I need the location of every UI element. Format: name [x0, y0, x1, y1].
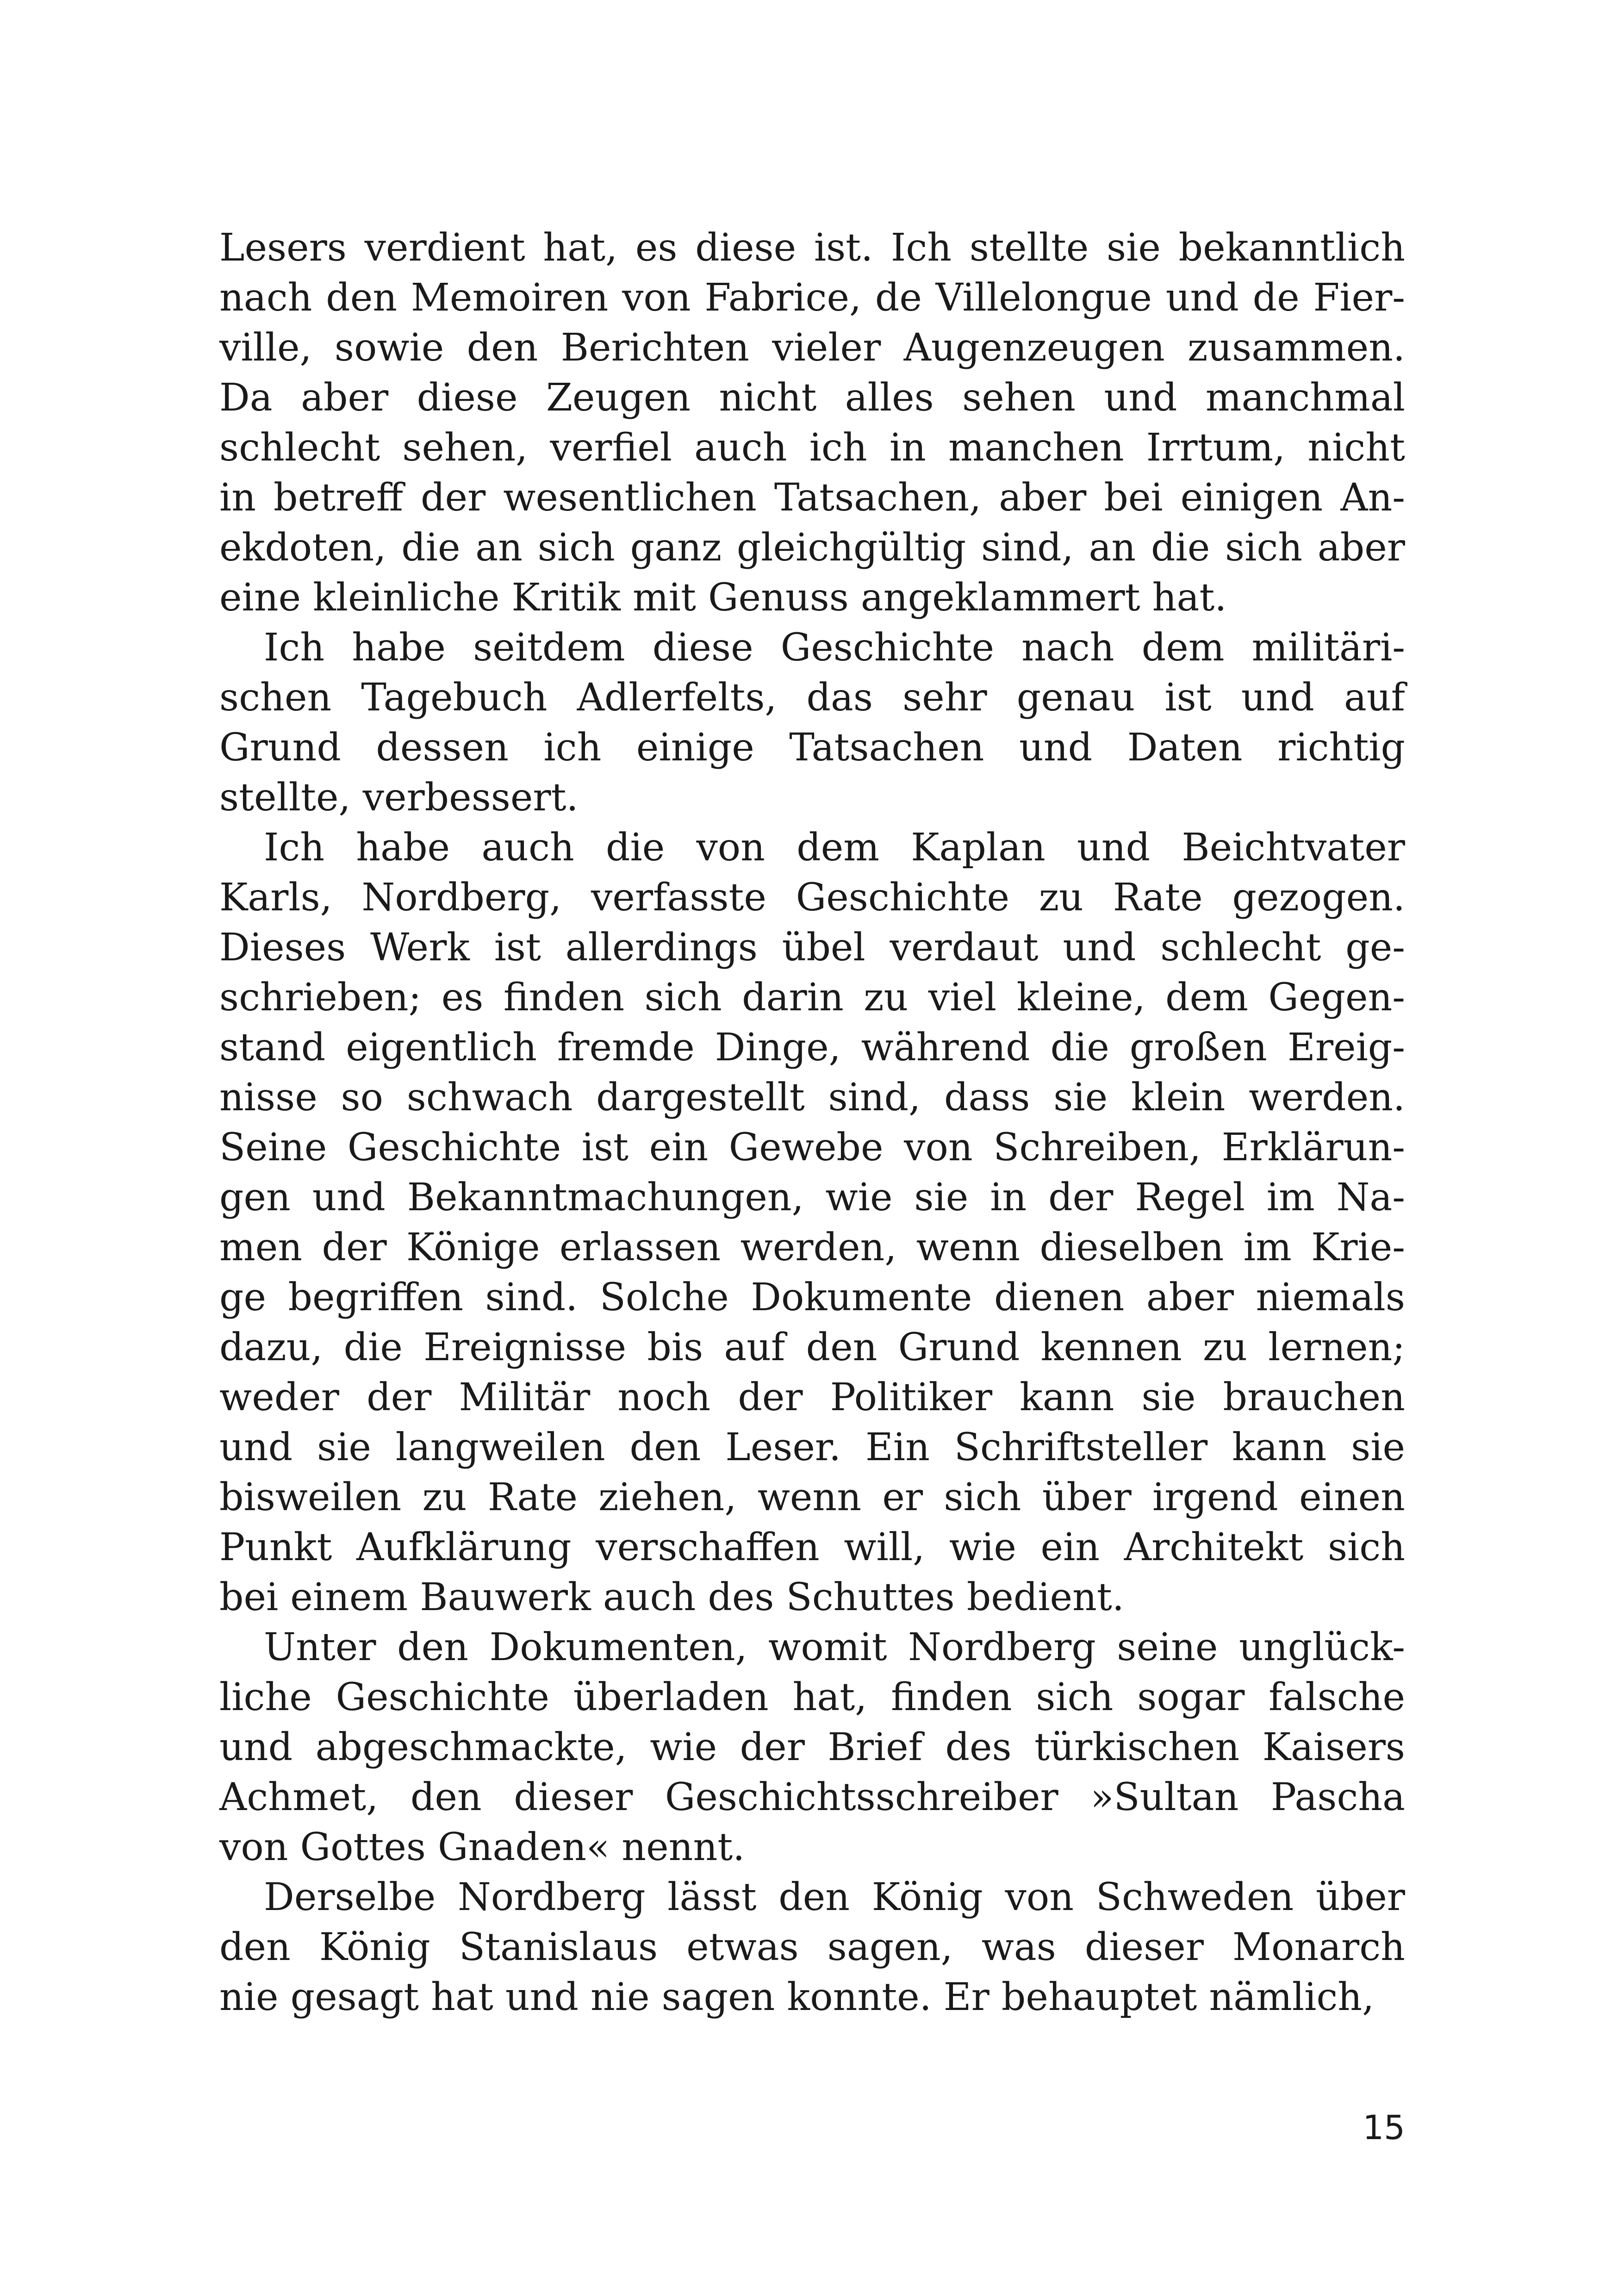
text-line: stand eigentlich fremde Dinge, während die großen Ereig-: [219, 1026, 1405, 1070]
text-line: von Gottes Gnaden« nennt.: [219, 1825, 745, 1869]
text-line: dazu, die Ereignisse bis auf den Grund kennen zu lernen;: [219, 1325, 1405, 1369]
text-line: ge begriffen sind. Solche Dokumente dienen aber niemals: [219, 1276, 1405, 1319]
body-text: [219, 223, 1405, 2022]
text-line: Lesers verdient hat, es diese ist. Ich stellte sie bekanntlich: [219, 226, 1405, 270]
text-line: bei einem Bauwerk auch des Schuttes bedient.: [219, 1575, 1124, 1619]
text-line: men der Könige erlassen werden, wenn dieselben im Krie-: [219, 1226, 1405, 1269]
text-line: und sie langweilen den Leser. Ein Schriftsteller kann sie: [219, 1425, 1405, 1469]
text-line: ekdoten, die an sich ganz gleichgültig sind, an die sich aber: [219, 526, 1405, 570]
text-line: liche Geschichte überladen hat, finden sich sogar falsche: [219, 1675, 1405, 1719]
text-line: nach den Memoiren von Fabrice, de Villelongue und de Fier-: [219, 276, 1405, 320]
text-line: den König Stanislaus etwas sagen, was dieser Monarch: [219, 1925, 1405, 1969]
text-line: schrieben; es finden sich darin zu viel kleine, dem Gegen-: [219, 976, 1405, 1020]
text-line: schen Tagebuch Adlerfelts, das sehr genau ist und auf: [219, 676, 1405, 720]
text-line: Ich habe auch die von dem Kaplan und Beichtvater: [264, 826, 1405, 870]
text-line: gen und Bekanntmachungen, wie sie in der Regel im Na-: [219, 1176, 1405, 1220]
text-line: Seine Geschichte ist ein Gewebe von Schreiben, Erklärun-: [219, 1126, 1405, 1170]
text-line: in betreff der wesentlichen Tatsachen, aber bei einigen An-: [219, 476, 1405, 520]
page-number: 15: [1363, 2108, 1405, 2147]
text-line: bisweilen zu Rate ziehen, wenn er sich über irgend einen: [219, 1475, 1405, 1519]
text-line: Karls, Nordberg, verfasste Geschichte zu Rate gezogen.: [219, 876, 1405, 920]
text-line: Unter den Dokumenten, womit Nordberg seine unglück-: [264, 1625, 1405, 1669]
text-line: Da aber diese Zeugen nicht alles sehen und manchmal: [219, 376, 1405, 420]
text-line: nie gesagt hat und nie sagen konnte. Er behauptet nämlich,: [219, 1975, 1375, 2019]
text-line: stellte, verbessert.: [219, 776, 579, 820]
text-line: weder der Militär noch der Politiker kann sie brauchen: [219, 1375, 1405, 1419]
text-line: schlecht sehen, verfiel auch ich in manchen Irrtum, nicht: [219, 426, 1405, 470]
text-line: Dieses Werk ist allerdings übel verdaut und schlecht ge-: [219, 926, 1405, 970]
text-line: eine kleinliche Kritik mit Genuss angeklammert hat.: [219, 576, 1227, 620]
text-line: Punkt Aufklärung verschaffen will, wie ein Architekt sich: [219, 1525, 1405, 1569]
text-line: nisse so schwach dargestellt sind, dass sie klein werden.: [219, 1076, 1405, 1120]
text-line: Derselbe Nordberg lässt den König von Schweden über: [264, 1875, 1405, 1919]
text-line: Achmet, den dieser Geschichtsschreiber »Sultan Pascha: [219, 1775, 1405, 1819]
text-line: ville, sowie den Berichten vieler Augenzeugen zusammen.: [219, 326, 1405, 370]
text-line: Ich habe seitdem diese Geschichte nach dem militäri-: [264, 626, 1405, 670]
text-line: und abgeschmackte, wie der Brief des türkischen Kaisers: [219, 1725, 1405, 1769]
text-line: Grund dessen ich einige Tatsachen und Daten richtig: [219, 726, 1405, 770]
